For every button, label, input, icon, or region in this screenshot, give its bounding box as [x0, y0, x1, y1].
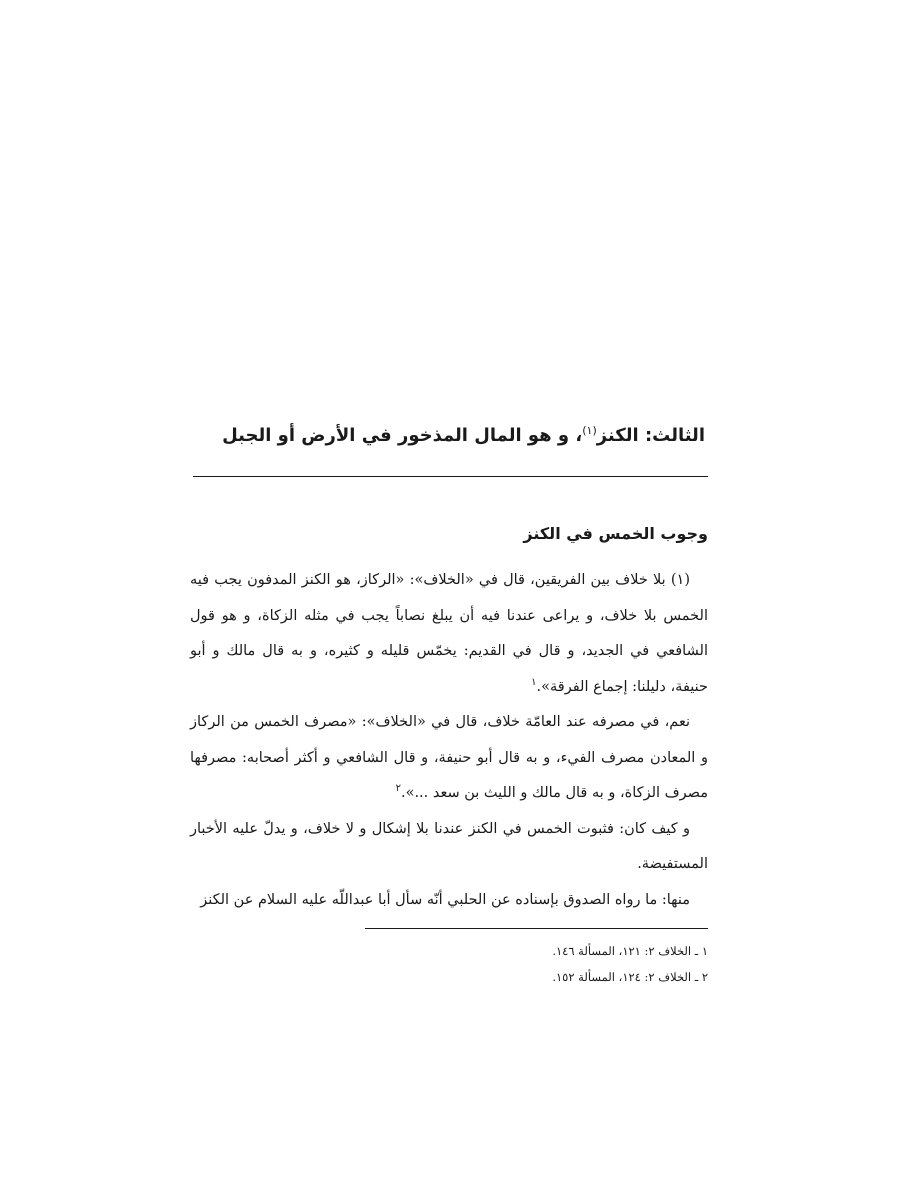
body-text — [190, 563, 708, 918]
footnote-ref: ١ — [531, 676, 537, 688]
paragraph-text: منها: ما رواه الصدوق بإسناده عن الحلبي أنّه سأل أبا عبداللّه عليه السلام عن الكنز — [200, 891, 690, 908]
heading-text-start: الثالث: الكنز — [596, 425, 705, 446]
heading-text-end: ، و هو المال المذخور في الأرض أو الجبل — [222, 425, 583, 446]
paragraph — [190, 812, 708, 883]
footnote-divider — [365, 928, 708, 929]
heading-divider — [193, 476, 708, 477]
paragraph-text: نعم، في مصرفه عند العامّة خلاف، قال في «الخلاف»: «مصرف الخمس من الركاز و المعادن مصرف الفيء، و به قال أبو حنيفة، و قال الشافعي و أكثر أصحابه: مصرفها مصرف الزكاة، و به قال مالك و الليث بن سعد ...». — [190, 714, 708, 801]
subheading: وجوب الخمس في الكنز — [523, 524, 708, 543]
paragraph-text: (١) بلا خلاف بين الفريقين، قال في «الخلاف»: «الركاز، هو الكنز المدفون يجب فيه الخمس بلا خلاف، و يراعى عندنا فيه أن يبلغ نصاباً يجب في مثله الزكاة، و هو قول الشافعي في الجديد، و قال في القديم: يخمّس قليله و كثيره، و به قال مالك و أبو حنيفة، دليلنا: إجماع الفرقة». — [190, 572, 708, 695]
heading-footnote-ref: (١) — [582, 424, 597, 437]
paragraph — [190, 563, 708, 705]
footnote: ١ ـ الخلاف ٢: ١٢١، المسألة ١٤٦. — [552, 944, 708, 958]
paragraph — [190, 705, 708, 812]
footnote-ref: ٢ — [395, 783, 401, 795]
footnotes — [308, 938, 708, 990]
section-heading — [185, 420, 705, 452]
paragraph-text: و كيف كان: فثبوت الخمس في الكنز عندنا بلا إشكال و لا خلاف، و يدلّ عليه الأخبار المستفيضة. — [190, 820, 708, 872]
paragraph — [190, 883, 708, 919]
footnote: ٢ ـ الخلاف ٢: ١٢٤، المسألة ١٥٢. — [552, 970, 708, 984]
